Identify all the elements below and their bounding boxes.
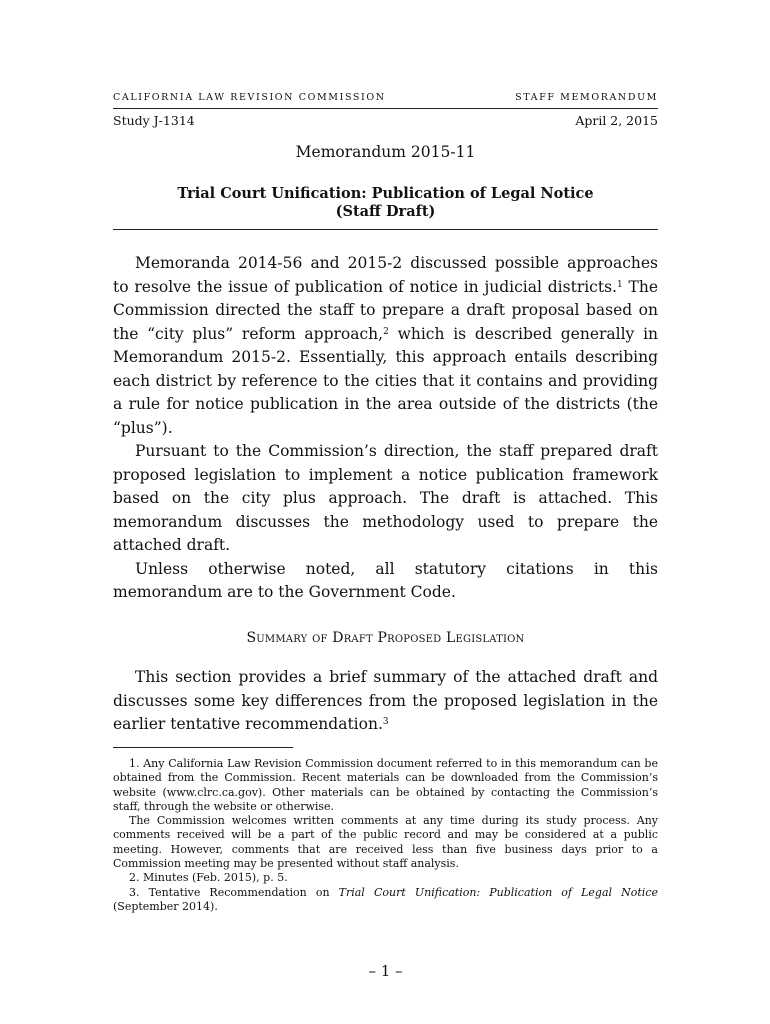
header-doc-type: STAFF MEMORANDUM	[515, 92, 658, 103]
paragraph-1-text-b: The Commission directed the staff to prepare a draft proposal based on the “city plus” reform approach,	[113, 277, 659, 343]
footnote-ref-1: 1	[616, 279, 623, 290]
footnotes	[113, 757, 658, 914]
meta-line	[113, 113, 658, 128]
section-heading: Summary of Draft Proposed Legislation	[246, 629, 525, 646]
memo-date: April 2, 2015	[575, 113, 658, 128]
footnote-3-title: Trial Court Unification: Publication of Legal Notice	[338, 885, 658, 899]
title-rule	[113, 229, 658, 230]
paragraph-4	[113, 666, 658, 737]
running-header	[113, 92, 658, 103]
footnote-3-prefix: 3. Tentative Recommendation on	[129, 885, 339, 899]
footnote-ref-2: 2	[383, 326, 389, 337]
memo-title-line-1: Trial Court Unification: Publication of Legal Notice	[177, 185, 594, 202]
study-number: Study J-1314	[113, 113, 195, 128]
header-commission: CALIFORNIA LAW REVISION COMMISSION	[113, 92, 386, 103]
memo-title-line-2: (Staff Draft)	[335, 203, 436, 220]
memo-number: Memorandum 2015-11	[295, 143, 476, 161]
footnote-ref-3: 3	[382, 717, 389, 727]
footnote-rule	[113, 747, 293, 748]
paragraph-1-text-a: Memoranda 2014-56 and 2015-2 discussed possible approaches to resolve the issue of publication of notice in judicial districts.	[113, 254, 658, 296]
footnote-3-suffix: (September 2014).	[113, 899, 218, 913]
footnote-3	[113, 886, 658, 915]
header-rule	[113, 108, 658, 109]
paragraph-1-text-c: which is described generally in Memorandum 2015-2. Essentially, this approach entails describing each district by reference to the cities that it contains and providing a rule for notice publication in the area outside of the districts (the “plus”).	[113, 324, 659, 437]
memo-body	[113, 252, 658, 737]
paragraph-4-text: This section provides a brief summary of the attached draft and discusses some key differences from the proposed legislation in the earlier tentative recommendation.	[113, 668, 658, 733]
paragraph-1	[113, 252, 658, 440]
paragraph-3: Unless otherwise noted, all statutory citations in this memorandum are to the Government Code.	[113, 559, 658, 601]
paragraph-2: Pursuant to the Commission’s direction, the staff prepared draft proposed legislation to implement a notice publication framework based on the city plus approach. The draft is attached. This memorandum discusses the methodology used to prepare the attached draft.	[113, 442, 658, 554]
footnote-2: 2. Minutes (Feb. 2015), p. 5.	[129, 871, 288, 885]
footnote-1: 1. Any California Law Revision Commission document referred to in this memorandum can be obtained from the Commission. Recent materials can be downloaded from the Commission’s website (www.clrc.ca.gov). Other materials can be obtained by contacting the Commission’s staff, through the website or otherwise.	[113, 757, 658, 813]
footnote-1-continued: The Commission welcomes written comments at any time during its study process. Any comments received will be a part of the public record and may be considered at a public meeting. However, comments that are received less than five business days prior to a Commission meeting may be presented without staff analysis.	[113, 814, 658, 871]
memo-title	[113, 185, 658, 221]
page-number: – 1 –	[368, 962, 403, 980]
